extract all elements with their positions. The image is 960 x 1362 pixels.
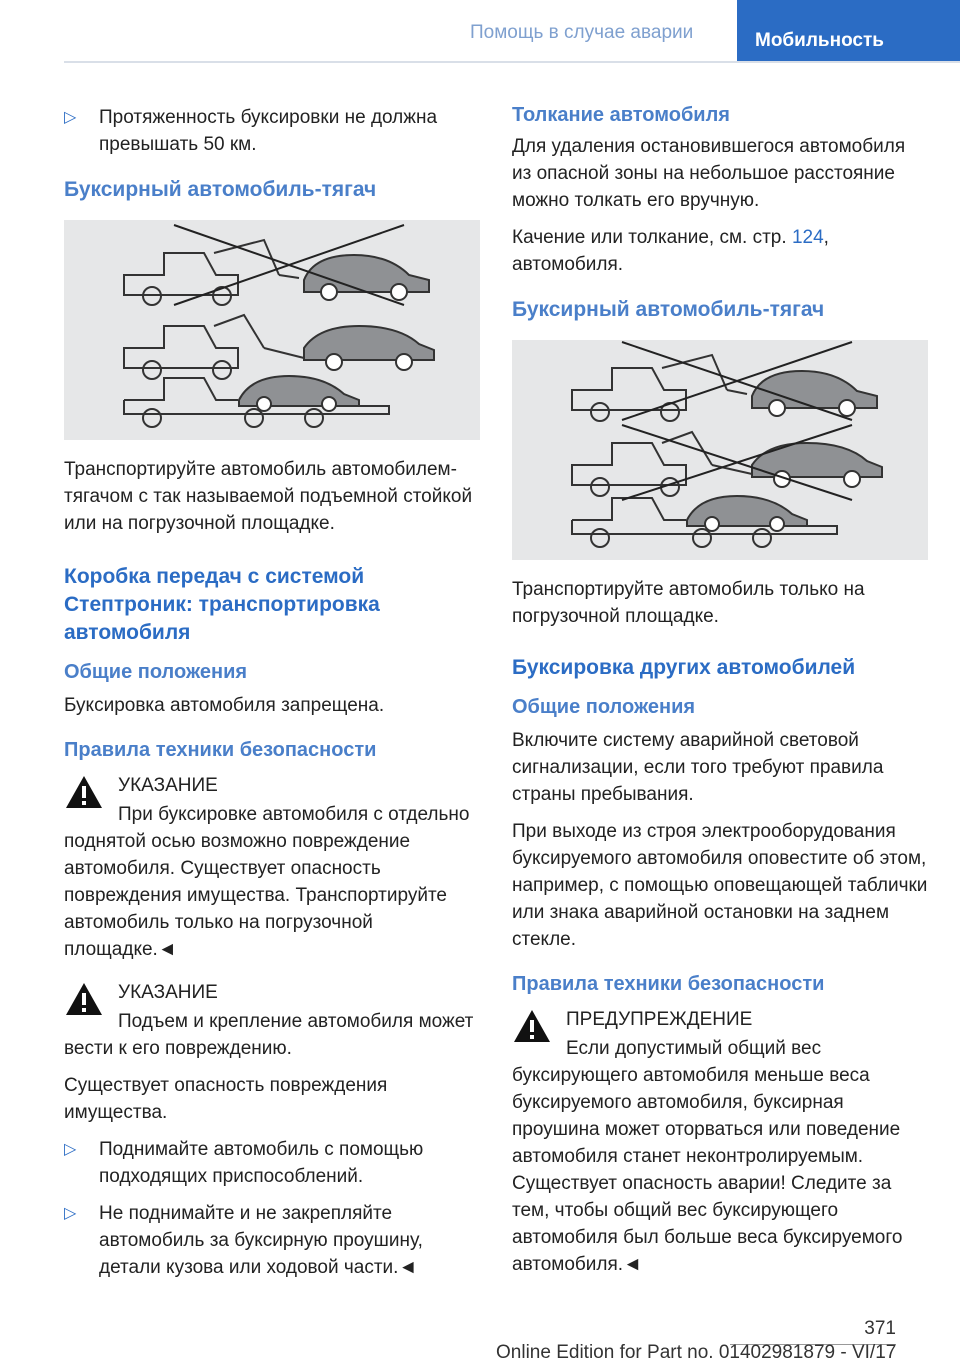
section-heading-tow-truck: Буксирный автомобиль-тягач: [64, 178, 377, 201]
subheading-general: Общие положения: [64, 661, 248, 683]
warning-triangle-icon: [64, 981, 104, 1017]
paragraph-towing-forbidden: Буксировка автомобиля запрещена.: [64, 695, 385, 716]
right-column: [512, 104, 928, 1288]
subheading-general: Общие положения: [512, 696, 696, 718]
paragraph-pushing: Для удаления остановившегося автомобиля из опасной зоны на небольшое расстояние можно толкать его вручную.: [512, 136, 906, 211]
edition-note: Online Edition for Part no. 01402981879 - VI/17: [496, 1342, 897, 1362]
bullet-text: Протяженность буксировки не должна превышать 50 км.: [99, 107, 438, 155]
warning-title: ПРЕДУПРЕЖДЕНИЕ: [566, 1009, 753, 1030]
paragraph-transport: Транспортируйте автомобиль автомобилем-тягачом с так называемой подъемной стойкой или на погрузочной площадке.: [64, 459, 473, 534]
section-heading-tow-others: Буксировка других автомобилей: [512, 656, 856, 679]
bullet-triangle-icon: ▷: [64, 1141, 77, 1158]
page-footer: [0, 1300, 960, 1362]
bullet-triangle-icon: ▷: [64, 1205, 77, 1222]
page-link[interactable]: 124: [791, 227, 824, 248]
reference-prefix: Качение или толкание, см. стр.: [512, 227, 792, 248]
paragraph-reference: [512, 224, 928, 278]
bullet-text: Поднимайте автомобиль с помощью подходящих приспособлений.: [99, 1139, 424, 1187]
subheading-safety: Правила техники безопасности: [64, 739, 377, 761]
list-item: [64, 1200, 480, 1281]
tab-emergency-help[interactable]: Помощь в случае аварии: [470, 22, 694, 43]
warning-block: [512, 1006, 928, 1278]
bullet-text: Не поднимайте и не закрепляйте автомобиль за буксирную проушину, детали кузова или ходовой части.◄: [99, 1203, 423, 1278]
warning-block: [64, 772, 480, 963]
flatbed-diagram: [512, 340, 928, 560]
warning-text: При буксировке автомобиля с отдельно поднятой осью возможно повреждение автомобиля. Существует опасность повреждения имущества. Транспортируйте автомобиль только на погрузочной площадке.◄: [64, 804, 470, 960]
header-divider: [64, 61, 960, 63]
paragraph-transport: Транспортируйте автомобиль только на погрузочной площадке.: [512, 579, 865, 627]
paragraph-hazard-lights: Включите систему аварийной световой сигнализации, если того требуют правила страны пребывания.: [512, 730, 884, 805]
tow-truck-diagram: [64, 220, 480, 440]
warning-text: Подъем и крепление автомобиля может вести к его повреждению.: [64, 1011, 474, 1059]
list-item: [64, 1136, 480, 1190]
page-number: 371: [864, 1318, 896, 1339]
page-header: [0, 0, 960, 62]
paragraph-electric-failure: При выходе из строя электрооборудования буксируемого автомобиля оповестите об этом, например, с помощью оповещающей таблички или знака аварийной остановки на заднем стекле.: [512, 821, 928, 950]
warning-triangle-icon: [512, 1008, 552, 1044]
warning-title: УКАЗАНИЕ: [118, 982, 218, 1003]
warning-title: УКАЗАНИЕ: [118, 775, 218, 796]
warning-triangle-icon: [64, 774, 104, 810]
reference-suffix: , автомобиля.: [512, 227, 829, 275]
subheading-pushing: Толкание автомобиля: [512, 104, 730, 126]
warning-text: Если допустимый общий вес буксирующего автомобиля меньше веса буксируемого автомобиля, буксирная проушина может оторваться или поведение автомобиля станет неконтролируемым. Существует опасность аварии! Следите за тем, чтобы общий вес буксирующего автомобиля был больше веса буксируемого автомобиля.◄: [512, 1038, 903, 1275]
bullet-triangle-icon: ▷: [64, 109, 77, 126]
section-heading-tow-truck: Буксирный автомобиль-тягач: [512, 298, 825, 321]
warning-block: [64, 979, 480, 1062]
flatbed-illustration: [512, 340, 928, 560]
paragraph-danger: Существует опасность повреждения имущества.: [64, 1075, 388, 1123]
tab-mobility[interactable]: Мобильность: [737, 0, 960, 62]
section-heading-steptronic: Коробка передач с системой Стептроник: транспортировка автомобиля: [64, 565, 380, 644]
list-item: [64, 104, 480, 158]
left-column: [64, 104, 480, 1291]
subheading-safety: Правила техники безопасности: [512, 973, 825, 995]
tow-truck-illustration: [64, 220, 480, 440]
